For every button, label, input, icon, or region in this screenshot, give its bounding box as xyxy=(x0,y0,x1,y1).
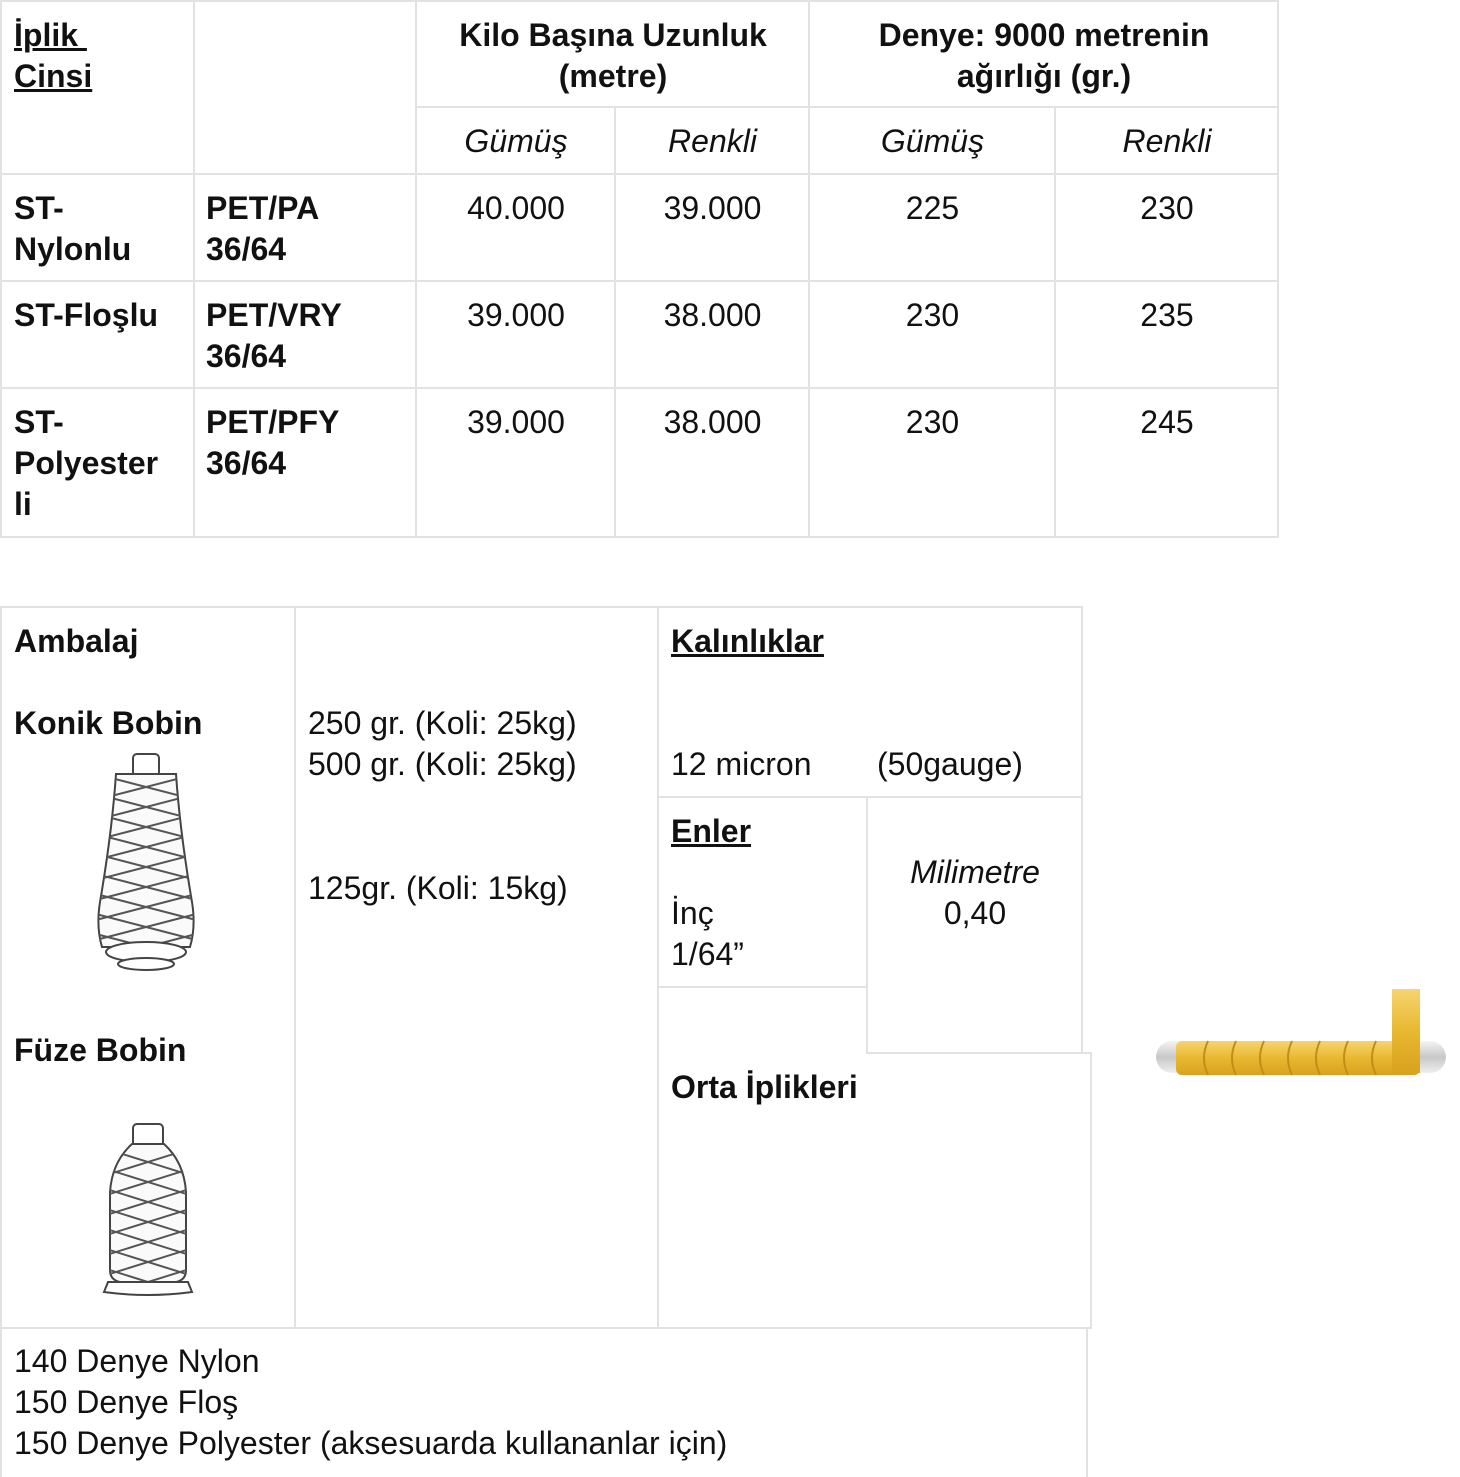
row1-denier-silver: 225 xyxy=(905,190,960,226)
header-length-line2: (metre) xyxy=(558,58,668,94)
table1-hline-row3 xyxy=(0,387,1279,389)
packaging-title: Ambalaj xyxy=(14,623,139,659)
header-length-line1: Kilo Başına Uzunluk xyxy=(459,17,767,53)
subheader-denier-silver: Gümüş xyxy=(880,123,985,159)
row1-name-line1: ST- xyxy=(14,190,64,226)
konik-option-250: 250 gr. (Koli: 25kg) xyxy=(308,705,577,741)
row1-name-line2: Nylonlu xyxy=(14,231,132,267)
widths-inch-bottom xyxy=(657,986,868,988)
row2-name-line1: ST-Floşlu xyxy=(14,297,158,333)
row1-code-line1: PET/PA xyxy=(206,190,320,226)
packaging-vline-2 xyxy=(657,606,659,1328)
packaging-border-left xyxy=(0,606,2,1477)
header-iplik-cinsi-line1: İplik xyxy=(14,17,87,53)
table1-border-top xyxy=(0,0,1279,2)
row1-code-line2: 36/64 xyxy=(206,231,287,267)
row3-name-line1: ST- xyxy=(14,404,64,440)
row3-code-line2: 36/64 xyxy=(206,445,287,481)
thickness-micron: 12 micron xyxy=(671,746,812,782)
widths-inch-value: 1/64” xyxy=(671,936,744,972)
core-threads-title: Orta İplikleri xyxy=(671,1069,858,1105)
thickness-border-right xyxy=(1081,606,1083,1053)
metallic-thread-icon xyxy=(1150,985,1450,1089)
header-iplik-cinsi-line2: Cinsi xyxy=(14,58,93,94)
subheader-length-color: Renkli xyxy=(668,123,757,159)
widths-title: Enler xyxy=(671,813,752,849)
row3-length-color: 38.000 xyxy=(663,404,762,440)
core-border-right xyxy=(1090,1052,1092,1328)
core-list-top-line xyxy=(0,1327,1092,1329)
row3-denier-silver: 230 xyxy=(905,404,960,440)
rocket-bobbin-icon xyxy=(100,1122,196,1300)
row2-length-color: 38.000 xyxy=(663,297,762,333)
row1-length-silver: 40.000 xyxy=(467,190,565,226)
thickness-title: Kalınlıklar xyxy=(671,623,824,659)
row2-code-line2: 36/64 xyxy=(206,338,287,374)
widths-inch-label: İnç xyxy=(671,895,714,931)
row2-code-line1: PET/VRY xyxy=(206,297,342,333)
fuze-option-125: 125gr. (Koli: 15kg) xyxy=(308,870,568,906)
konik-bobin-label: Konik Bobin xyxy=(14,705,203,741)
row1-denier-color: 230 xyxy=(1140,190,1194,226)
row2-denier-silver: 230 xyxy=(905,297,960,333)
table1-border-left xyxy=(0,0,2,538)
packaging-vline-1 xyxy=(294,606,296,1328)
table1-vline-1 xyxy=(193,0,195,538)
core-thread-item-3: 150 Denye Polyester (aksesuarda kullananlar için) xyxy=(14,1425,728,1461)
subheader-length-silver: Gümüş xyxy=(464,123,568,159)
widths-mm-value: 0,40 xyxy=(943,895,1007,931)
table1-border-bottom xyxy=(0,536,1279,538)
row2-denier-color: 235 xyxy=(1140,297,1194,333)
table1-hline-sub xyxy=(415,106,1279,108)
table1-hline-row1 xyxy=(0,173,1279,175)
konik-option-500: 500 gr. (Koli: 25kg) xyxy=(308,746,577,782)
row3-length-silver: 39.000 xyxy=(467,404,565,440)
fuze-bobin-label: Füze Bobin xyxy=(14,1032,187,1068)
widths-mm-label: Milimetre xyxy=(910,854,1040,890)
subheader-denier-color: Renkli xyxy=(1122,123,1212,159)
core-thread-item-2: 150 Denye Floş xyxy=(14,1384,239,1420)
row2-length-silver: 39.000 xyxy=(467,297,565,333)
core-top-line xyxy=(866,1052,1092,1054)
header-denier-line2: ağırlığı (gr.) xyxy=(956,58,1132,94)
cone-bobbin-icon xyxy=(88,752,204,974)
core-list-border-right xyxy=(1086,1327,1088,1477)
row3-name-line2: Polyester xyxy=(14,445,159,481)
thickness-bottom-line xyxy=(657,796,1083,798)
header-denier-line1: Denye: 9000 metrenin xyxy=(878,17,1210,53)
table1-hline-row2 xyxy=(0,280,1279,282)
row3-denier-color: 245 xyxy=(1140,404,1194,440)
packaging-border-top xyxy=(0,606,1083,608)
thickness-gauge: (50gauge) xyxy=(877,746,1023,782)
row3-code-line1: PET/PFY xyxy=(206,404,340,440)
row1-length-color: 39.000 xyxy=(663,190,762,226)
row3-name-line3: li xyxy=(14,486,32,522)
core-thread-item-1: 140 Denye Nylon xyxy=(14,1343,260,1379)
